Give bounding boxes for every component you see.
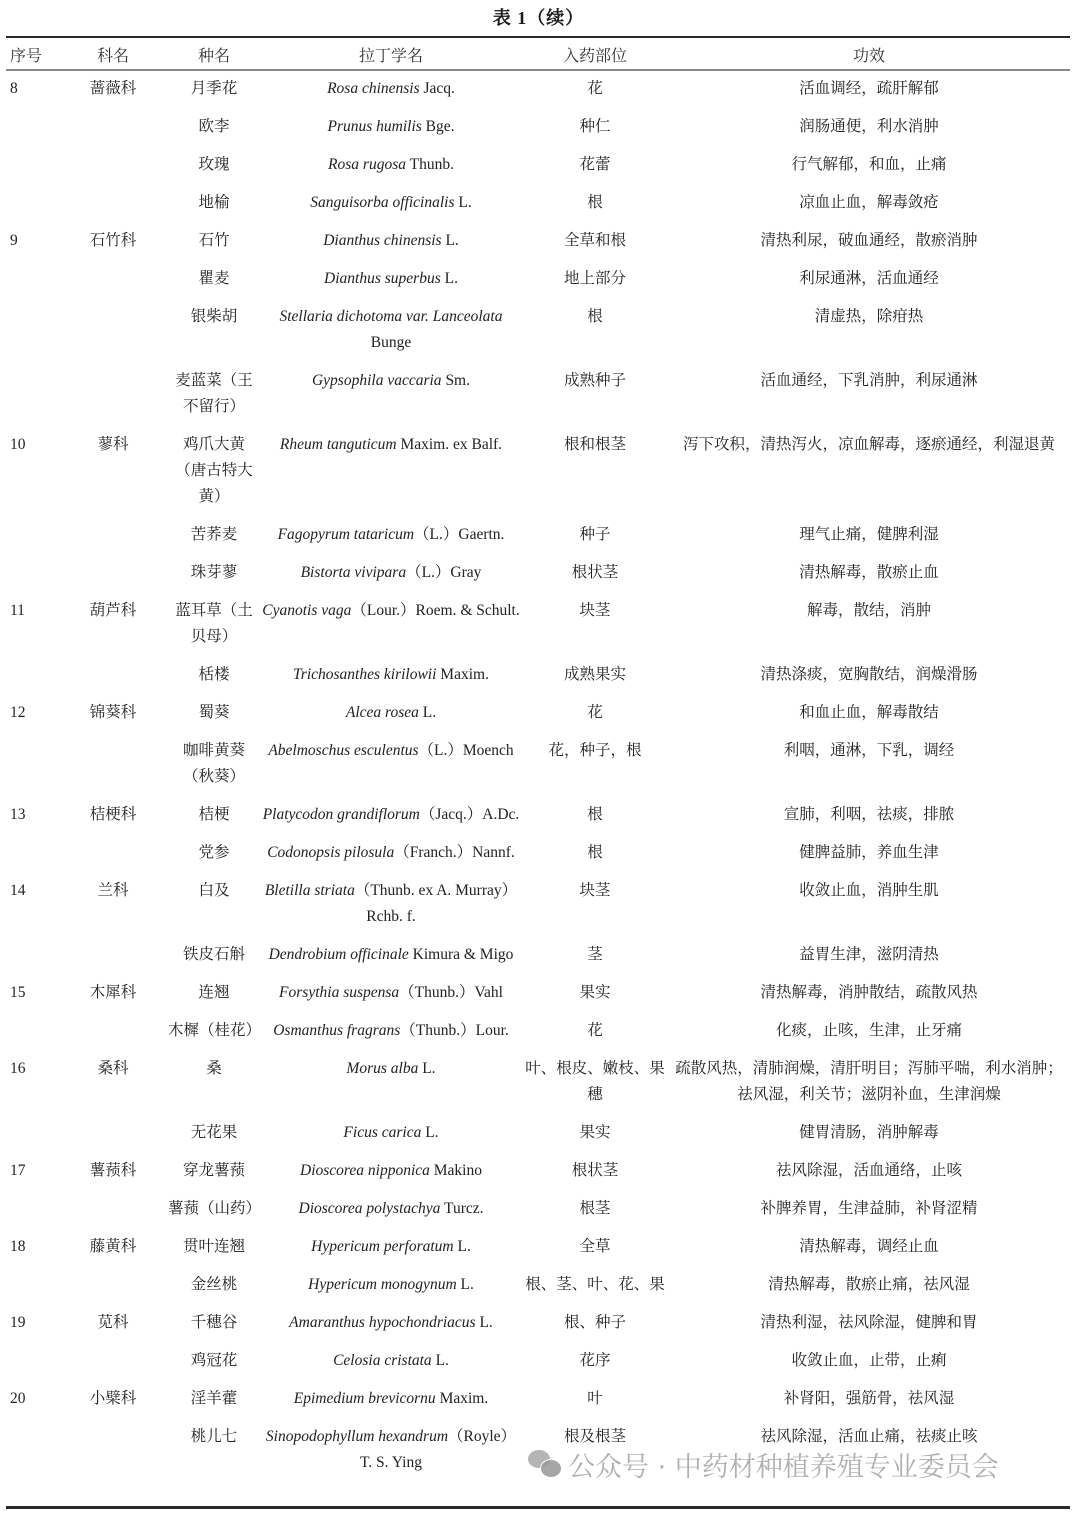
latin-author: L. [418, 704, 437, 721]
cell-family [58, 522, 168, 560]
cell-latin-name [260, 700, 522, 738]
latin-binomial: Celosia cristata [333, 1352, 432, 1369]
latin-binomial: Hypericum monogynum [308, 1276, 457, 1293]
latin-author: （Thunb. ex A. Murray）Rchb. f. [354, 882, 518, 925]
cell-medicinal-part: 根 [587, 194, 603, 211]
latin-binomial: Morus alba [346, 1060, 419, 1077]
latin-author: （Franch.）Nannf. [394, 844, 515, 861]
header-latin-name: 拉丁学名 [358, 47, 423, 65]
latin-binomial: Amaranthus hypochondriacus [289, 1314, 476, 1331]
cell-medicinal-part: 果实 [579, 984, 611, 1001]
cell-family: 蔷薇科 [89, 80, 137, 97]
cell-serial: 16 [10, 1060, 26, 1077]
cell-medicinal-part: 成熟果实 [563, 666, 626, 683]
cell-serial: 8 [10, 80, 18, 97]
cell-family [58, 368, 168, 432]
cell-family: 桔梗科 [89, 806, 137, 823]
cell-efficacy: 利尿通淋，活血通经 [799, 270, 939, 287]
cell-serial [6, 114, 58, 152]
cell-medicinal-part: 果实 [579, 1124, 611, 1141]
cell-family [58, 304, 168, 368]
cell-species: 栝楼 [198, 666, 230, 683]
cell-species: 穿龙薯蓣 [182, 1162, 245, 1179]
cell-medicinal-part: 根和根茎 [563, 436, 626, 453]
latin-author: L. [421, 1124, 439, 1141]
cell-latin-name [260, 1056, 522, 1120]
cell-medicinal-part: 种仁 [579, 118, 611, 135]
cell-species: 银柴胡 [190, 308, 238, 325]
cell-serial [6, 1196, 58, 1234]
cell-serial: 10 [10, 436, 26, 453]
cell-medicinal-part: 叶 [587, 1390, 603, 1407]
cell-efficacy: 补脾养胃，生津益肺，补肾涩精 [760, 1200, 978, 1217]
cell-latin-name [260, 1158, 522, 1196]
cell-serial [6, 522, 58, 560]
cell-family: 锦葵科 [89, 704, 137, 721]
latin-binomial: Codonopsis pilosula [267, 844, 395, 861]
cell-serial [6, 190, 58, 228]
cell-serial [6, 1272, 58, 1310]
cell-medicinal-part: 根 [587, 844, 603, 861]
cell-efficacy: 清热解毒，消肿散结，疏散风热 [760, 984, 978, 1001]
cell-family: 薯蓣科 [89, 1162, 137, 1179]
cell-serial: 20 [10, 1390, 26, 1407]
cell-efficacy: 清热利尿，破血通经，散瘀消肿 [760, 232, 978, 249]
latin-binomial: Dianthus chinensis [323, 232, 442, 249]
cell-species: 淫羊藿 [190, 1390, 238, 1407]
latin-binomial: Osmanthus fragrans [273, 1022, 401, 1039]
latin-binomial: Gypsophila vaccaria [311, 372, 442, 389]
cell-species: 鸡冠花 [190, 1352, 238, 1369]
cell-family [58, 1018, 168, 1056]
cell-medicinal-part: 根状茎 [571, 564, 619, 581]
latin-author: L. [440, 270, 458, 287]
latin-author: （Royle）T. S. Ying [359, 1428, 517, 1471]
latin-author: （L.）Gray [406, 564, 482, 581]
cell-latin-name [260, 266, 522, 304]
cell-serial: 15 [10, 984, 26, 1001]
cell-family [58, 1348, 168, 1386]
header-species: 种名 [197, 47, 230, 65]
latin-binomial: Rosa chinensis [327, 80, 420, 97]
cell-medicinal-part: 根及根茎 [563, 1428, 626, 1445]
cell-efficacy: 清热解毒，散瘀止痛，祛风湿 [768, 1276, 970, 1293]
table-top-rule [6, 36, 1070, 38]
cell-latin-name [260, 432, 522, 522]
cell-efficacy: 和血止血，解毒散结 [799, 704, 939, 721]
latin-author: （Thunb.）Lour. [400, 1022, 509, 1039]
cell-medicinal-part: 块茎 [579, 602, 611, 619]
latin-binomial: Sanguisorba officinalis [310, 194, 455, 211]
cell-efficacy: 利咽，通淋，下乳，调经 [783, 742, 955, 759]
cell-latin-name [260, 1272, 522, 1310]
cell-efficacy: 清热解毒，散瘀止血 [799, 564, 939, 581]
latin-binomial: Dioscorea polystachya [298, 1200, 441, 1217]
latin-binomial: Trichosanthes kirilowii [293, 666, 437, 683]
cell-efficacy: 清热利湿，祛风除湿，健脾和胃 [760, 1314, 978, 1331]
latin-author: （Lour.）Roem. & Schult. [351, 602, 520, 619]
cell-efficacy: 化痰，止咳，生津，止牙痛 [775, 1022, 962, 1039]
header-medicinal-part: 入药部位 [562, 47, 627, 65]
latin-binomial: Fagopyrum tataricum [277, 526, 415, 543]
cell-serial: 17 [10, 1162, 26, 1179]
cell-serial: 13 [10, 806, 26, 823]
latin-binomial: Epimedium brevicornu [293, 1390, 436, 1407]
cell-family: 兰科 [97, 882, 129, 899]
cell-efficacy: 理气止痛，健脾利湿 [799, 526, 939, 543]
cell-efficacy: 清热解毒，调经止血 [799, 1238, 939, 1255]
latin-author: L. [475, 1314, 493, 1331]
latin-binomial: Cyanotis vaga [262, 602, 352, 619]
cell-family: 小檗科 [89, 1390, 137, 1407]
cell-efficacy: 健脾益肺，养血生津 [799, 844, 939, 861]
cell-serial [6, 152, 58, 190]
cell-latin-name [260, 878, 522, 942]
latin-binomial: Hypericum perforatum [311, 1238, 454, 1255]
cell-medicinal-part: 根、茎、叶、花、果 [525, 1276, 665, 1293]
latin-author: Bunge [370, 334, 412, 351]
cell-species: 桔梗 [198, 806, 230, 823]
cell-species: 蜀葵 [198, 704, 230, 721]
header-efficacy: 功效 [852, 47, 885, 65]
cell-family [58, 152, 168, 190]
cell-medicinal-part: 根状茎 [571, 1162, 619, 1179]
latin-author: Jacq. [419, 80, 455, 97]
cell-serial [6, 1424, 58, 1488]
latin-author: L. [454, 194, 472, 211]
cell-latin-name [260, 1348, 522, 1386]
latin-binomial: Rheum tanguticum [279, 436, 397, 453]
cell-species: 桃儿七 [190, 1428, 238, 1445]
latin-binomial: Dioscorea nipponica [300, 1162, 430, 1179]
cell-efficacy: 清虚热，除疳热 [814, 308, 924, 325]
latin-author: L. [418, 1060, 436, 1077]
latin-binomial: Abelmoschus esculentus [268, 742, 419, 759]
cell-medicinal-part: 花序 [579, 1352, 611, 1369]
latin-binomial: Bletilla striata [264, 882, 355, 899]
latin-binomial: Bistorta vivipara [300, 564, 407, 581]
cell-species: 苦荞麦 [190, 526, 238, 543]
latin-binomial: Prunus humilis [327, 118, 422, 135]
cell-species: 连翘 [198, 984, 230, 1001]
cell-serial [6, 738, 58, 802]
cell-serial [6, 1018, 58, 1056]
cell-family: 葫芦科 [89, 602, 137, 619]
latin-author: Kimura & Migo [408, 946, 514, 963]
latin-author: Turcz. [440, 1200, 484, 1217]
cell-medicinal-part: 花，种子，根 [548, 742, 642, 759]
cell-family [58, 266, 168, 304]
cell-species: 薯蓣（山药） [168, 1200, 262, 1217]
cell-latin-name [260, 980, 522, 1018]
cell-species: 珠芽蓼 [190, 564, 238, 581]
cell-medicinal-part: 花 [587, 704, 603, 721]
cell-species: 金丝桃 [190, 1276, 238, 1293]
latin-binomial: Platycodon grandiflorum [262, 806, 420, 823]
cell-serial [6, 266, 58, 304]
cell-serial [6, 942, 58, 980]
cell-medicinal-part: 花 [587, 80, 603, 97]
cell-family [58, 738, 168, 802]
cell-latin-name [260, 1424, 522, 1488]
cell-latin-name [260, 1120, 522, 1158]
cell-serial: 14 [10, 882, 26, 899]
cell-serial: 18 [10, 1238, 26, 1255]
cell-efficacy: 凉血止血，解毒敛疮 [799, 194, 939, 211]
cell-latin-name [260, 1310, 522, 1348]
cell-efficacy: 补肾阳，强筋骨，祛风湿 [783, 1390, 955, 1407]
cell-latin-name [260, 840, 522, 878]
cell-serial: 19 [10, 1314, 26, 1331]
latin-author: L. [441, 232, 459, 249]
cell-family [58, 1196, 168, 1234]
cell-species: 鸡爪大黄（唐古特大黄） [175, 436, 253, 505]
latin-author: Maxim. ex Balf. [396, 436, 503, 453]
cell-latin-name [260, 738, 522, 802]
latin-binomial: Alcea rosea [345, 704, 419, 721]
cell-family: 蓼科 [97, 436, 129, 453]
cell-family [58, 560, 168, 598]
cell-latin-name [260, 228, 522, 266]
cell-family [58, 1120, 168, 1158]
cell-serial [6, 840, 58, 878]
cell-serial: 12 [10, 704, 26, 721]
cell-family: 桑科 [97, 1060, 129, 1077]
table-header [6, 40, 1070, 68]
cell-species: 咖啡黄葵（秋葵） [182, 742, 245, 785]
cell-family [58, 942, 168, 980]
cell-species: 欧李 [198, 118, 230, 135]
latin-author: Sm. [441, 372, 470, 389]
cell-latin-name [260, 598, 522, 662]
latin-author: Thunb. [406, 156, 454, 173]
cell-latin-name [260, 1386, 522, 1424]
cell-efficacy: 祛风除湿，活血通络，止咳 [775, 1162, 962, 1179]
cell-efficacy: 清热涤痰，宽胸散结，润燥滑肠 [760, 666, 978, 683]
cell-efficacy: 益胃生津，滋阴清热 [799, 946, 939, 963]
cell-latin-name [260, 304, 522, 368]
cell-efficacy: 泻下攻积，清热泻火，凉血解毒，逐瘀通经，利湿退黄 [682, 436, 1055, 453]
cell-efficacy: 行气解郁，和血，止痛 [791, 156, 947, 173]
cell-serial [6, 560, 58, 598]
cell-species: 石竹 [198, 232, 230, 249]
cell-species: 桑 [206, 1060, 222, 1077]
cell-serial [6, 1120, 58, 1158]
cell-serial [6, 662, 58, 700]
cell-family [58, 114, 168, 152]
cell-species: 贯叶连翘 [182, 1238, 245, 1255]
table-caption: 表 1（续） [492, 8, 585, 28]
cell-efficacy: 疏散风热，清肺润燥，清肝明目；泻肺平喘，利水消肿；祛风湿，利关节；滋阴补血，生津润燥 [675, 1060, 1063, 1103]
latin-author: Maxim. [436, 666, 489, 683]
latin-author: （L.）Gaertn. [414, 526, 505, 543]
cell-efficacy: 润肠通便，利水消肿 [799, 118, 939, 135]
cell-species: 铁皮石斛 [182, 946, 245, 963]
header-family: 科名 [96, 47, 129, 65]
cell-latin-name [260, 802, 522, 840]
cell-latin-name [260, 76, 522, 114]
cell-latin-name [260, 114, 522, 152]
cell-species: 蓝耳草（土贝母） [175, 602, 253, 645]
cell-serial [6, 304, 58, 368]
cell-family [58, 1424, 168, 1488]
cell-family: 石竹科 [89, 232, 137, 249]
cell-species: 无花果 [190, 1124, 238, 1141]
latin-author: Bge. [421, 118, 455, 135]
latin-author: L. [456, 1276, 474, 1293]
cell-medicinal-part: 成熟种子 [563, 372, 626, 389]
cell-latin-name [260, 190, 522, 228]
cell-medicinal-part: 根、种子 [563, 1314, 626, 1331]
cell-efficacy: 收敛止血，消肿生肌 [799, 882, 939, 899]
cell-medicinal-part: 根茎 [579, 1200, 611, 1217]
cell-family [58, 840, 168, 878]
cell-medicinal-part: 花蕾 [579, 156, 611, 173]
latin-binomial: Forsythia suspensa [279, 984, 400, 1001]
cell-latin-name [260, 1234, 522, 1272]
cell-latin-name [260, 1196, 522, 1234]
cell-efficacy: 祛风除湿，活血止痛，祛痰止咳 [760, 1428, 978, 1445]
latin-author: L. [453, 1238, 471, 1255]
cell-species: 玫瑰 [198, 156, 230, 173]
cell-species: 月季花 [190, 80, 238, 97]
cell-family: 苋科 [97, 1314, 129, 1331]
latin-binomial: Dendrobium officinale [268, 946, 409, 963]
cell-species: 麦蓝菜（王不留行） [175, 372, 253, 415]
cell-medicinal-part: 全草和根 [563, 232, 626, 249]
cell-medicinal-part: 花 [587, 1022, 603, 1039]
latin-binomial: Ficus carica [343, 1124, 422, 1141]
cell-family: 木犀科 [89, 984, 137, 1001]
cell-latin-name [260, 152, 522, 190]
latin-author: （Thunb.）Vahl [399, 984, 503, 1001]
cell-family [58, 662, 168, 700]
cell-efficacy: 收敛止血，止带，止痢 [791, 1352, 947, 1369]
cell-medicinal-part: 根 [587, 308, 603, 325]
header-serial: 序号 [10, 47, 43, 65]
cell-species: 木樨（桂花） [168, 1022, 262, 1039]
table-bottom-rule [6, 1506, 1070, 1509]
cell-medicinal-part: 块茎 [579, 882, 611, 899]
cell-serial: 9 [10, 232, 18, 249]
cell-species: 白及 [198, 882, 230, 899]
cell-efficacy: 解毒，散结，消肿 [806, 602, 931, 619]
cell-medicinal-part: 茎 [587, 946, 603, 963]
latin-author: Makino [429, 1162, 482, 1179]
cell-medicinal-part: 种子 [579, 526, 611, 543]
cell-efficacy: 宣肺，利咽，祛痰，排脓 [783, 806, 955, 823]
cell-species: 瞿麦 [198, 270, 230, 287]
cell-serial [6, 1348, 58, 1386]
latin-binomial: Sinopodophyllum hexandrum [265, 1428, 449, 1445]
cell-species: 地榆 [198, 194, 230, 211]
cell-serial: 11 [10, 602, 25, 619]
cell-medicinal-part: 地上部分 [563, 270, 626, 287]
latin-author: L. [431, 1352, 449, 1369]
cell-efficacy: 健胃清肠，消肿解毒 [799, 1124, 939, 1141]
cell-efficacy: 活血调经，疏肝解郁 [799, 80, 939, 97]
cell-efficacy: 活血通经，下乳消肿，利尿通淋 [760, 372, 978, 389]
latin-author: Maxim. [435, 1390, 489, 1407]
cell-latin-name [260, 662, 522, 700]
cell-latin-name [260, 942, 522, 980]
cell-latin-name [260, 1018, 522, 1056]
cell-medicinal-part: 全草 [579, 1238, 611, 1255]
cell-family [58, 190, 168, 228]
cell-latin-name [260, 368, 522, 432]
cell-latin-name [260, 560, 522, 598]
cell-species: 党参 [198, 844, 230, 861]
cell-latin-name [260, 522, 522, 560]
cell-family: 藤黄科 [89, 1238, 137, 1255]
cell-serial [6, 368, 58, 432]
table-body [6, 76, 1070, 1488]
latin-author: （L.）Moench [418, 742, 514, 759]
cell-species: 千穗谷 [190, 1314, 238, 1331]
cell-family [58, 1272, 168, 1310]
watermark-text: 公众号 · 中药材种植养殖专业委员会 [568, 1451, 999, 1483]
latin-binomial: Rosa rugosa [328, 156, 406, 173]
latin-binomial: Dianthus superbus [324, 270, 441, 287]
latin-author: （Jacq.）A.Dc. [419, 806, 520, 823]
header-rule [6, 69, 1070, 71]
cell-medicinal-part: 叶、根皮、嫩枝、果穗 [525, 1060, 665, 1103]
latin-binomial: Stellaria dichotoma var. Lanceolata [279, 308, 503, 325]
cell-medicinal-part: 根 [587, 806, 603, 823]
